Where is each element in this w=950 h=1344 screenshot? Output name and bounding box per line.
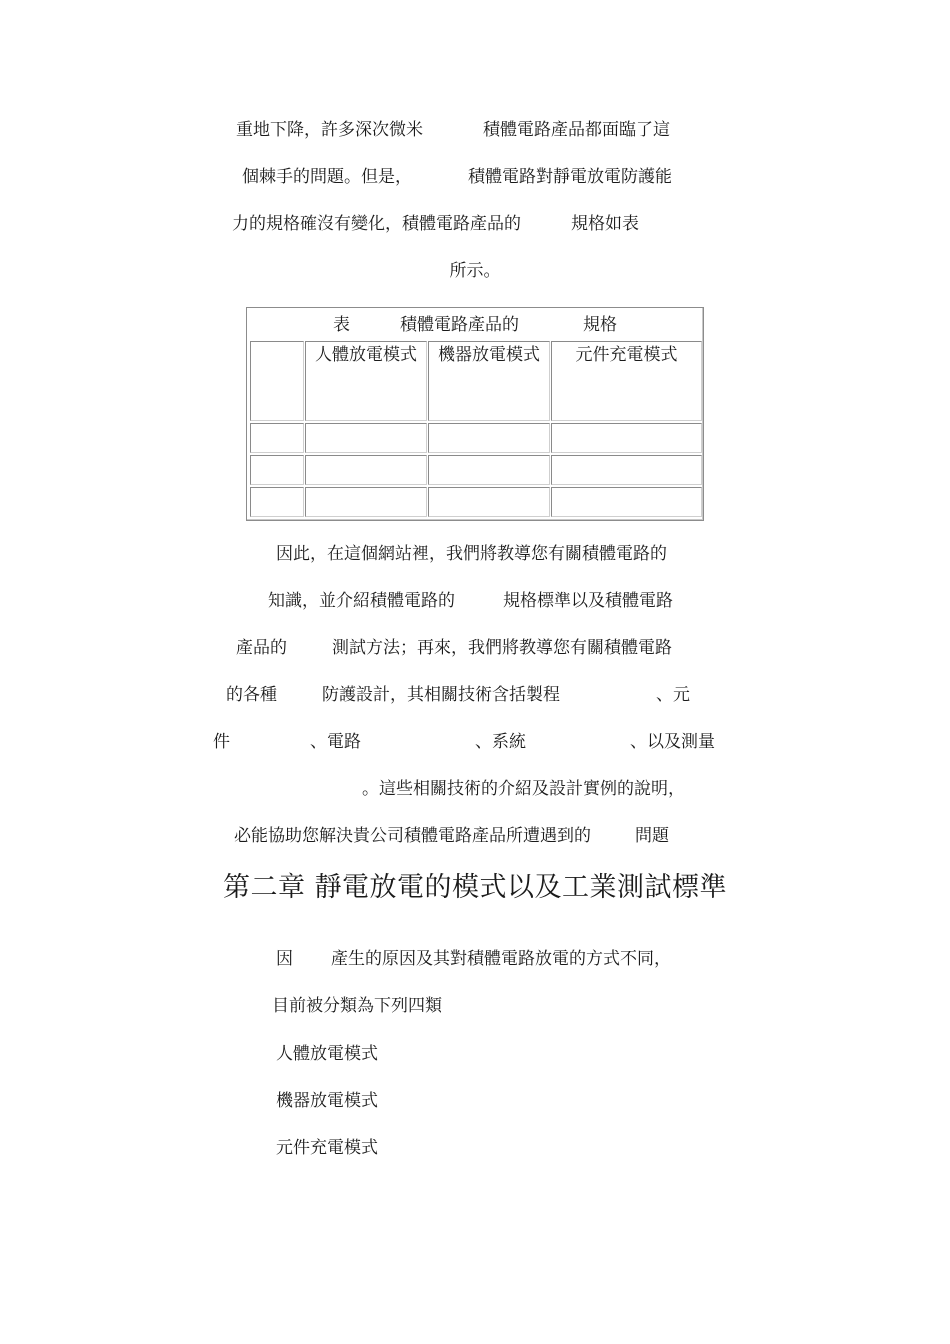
text-fragment: 因 bbox=[276, 949, 293, 969]
text-fragment: 積體電路對靜電放電防護能 bbox=[468, 167, 672, 187]
text-fragment: 、系統 bbox=[475, 732, 526, 752]
table-cell bbox=[250, 455, 304, 485]
table-cell bbox=[551, 455, 702, 485]
table-header-hbm: 人體放電模式 bbox=[305, 341, 427, 421]
text-fragment: 規格標準以及積體電路 bbox=[503, 591, 673, 611]
table-cell bbox=[551, 487, 702, 517]
list-item: 機器放電模式 bbox=[276, 1091, 378, 1111]
body-line-1: 因此，在這個網站裡，我們將教導您有關積體電路的 bbox=[276, 544, 667, 564]
chapter-line-1 bbox=[276, 948, 671, 970]
table-cell bbox=[428, 455, 550, 485]
table-cell bbox=[428, 423, 550, 453]
caption-spec-label: 規格 bbox=[583, 315, 617, 335]
text-fragment: 重地下降，許多深次微米 bbox=[236, 120, 423, 140]
intro-line-2 bbox=[242, 166, 672, 188]
text-fragment: 的各種 bbox=[226, 685, 277, 705]
text-fragment: 問題 bbox=[635, 826, 669, 846]
text-fragment: 個棘手的問題。但是， bbox=[242, 167, 412, 187]
text-fragment: 、以及測量 bbox=[630, 732, 715, 752]
text-fragment: 必能協助您解決貴公司積體電路產品所遭遇到的 bbox=[234, 826, 591, 846]
table-cell bbox=[428, 487, 550, 517]
list-item: 人體放電模式 bbox=[276, 1044, 378, 1064]
text-fragment: 積體電路產品都面臨了這 bbox=[483, 120, 670, 140]
text-fragment: 、電路 bbox=[310, 732, 361, 752]
text-fragment: 產生的原因及其對積體電路放電的方式不同， bbox=[331, 949, 671, 969]
table-cell bbox=[250, 423, 304, 453]
table-header-empty bbox=[250, 341, 304, 421]
table-header-mm: 機器放電模式 bbox=[428, 341, 550, 421]
chapter-line-2: 目前被分類為下列四類 bbox=[272, 996, 442, 1016]
intro-line-4: 所示。 bbox=[449, 261, 501, 281]
table-header-cdm: 元件充電模式 bbox=[551, 341, 702, 421]
body-line-3 bbox=[236, 637, 672, 659]
body-line-6: 。這些相關技術的介紹及設計實例的說明， bbox=[362, 779, 685, 799]
body-line-2 bbox=[268, 590, 673, 612]
text-fragment: 防護設計，其相關技術含括製程 bbox=[322, 685, 560, 705]
table-cell bbox=[305, 455, 427, 485]
intro-line-1 bbox=[236, 119, 670, 141]
text-fragment: 件 bbox=[213, 732, 230, 752]
body-line-7 bbox=[234, 825, 669, 847]
text-fragment: 規格如表 bbox=[571, 214, 639, 234]
intro-line-3 bbox=[232, 213, 639, 235]
caption-table-label: 表 bbox=[333, 315, 350, 335]
text-fragment: 產品的 bbox=[236, 638, 287, 658]
list-item: 元件充電模式 bbox=[276, 1138, 378, 1158]
body-line-4 bbox=[226, 684, 690, 706]
body-line-5 bbox=[213, 731, 715, 753]
text-fragment: 知識，並介紹積體電路的 bbox=[268, 591, 455, 611]
text-fragment: 、元 bbox=[656, 685, 690, 705]
chapter-heading: 第二章 靜電放電的模式以及工業測試標準 bbox=[222, 872, 728, 903]
table-cell bbox=[551, 423, 702, 453]
text-fragment: 力的規格確沒有變化，積體電路產品的 bbox=[232, 214, 521, 234]
table-cell bbox=[305, 423, 427, 453]
esd-spec-table bbox=[246, 307, 704, 521]
table-cell bbox=[250, 487, 304, 517]
text-fragment: 測試方法；再來，我們將教導您有關積體電路 bbox=[332, 638, 672, 658]
caption-table-title: 積體電路產品的 bbox=[400, 315, 519, 335]
table-cell bbox=[305, 487, 427, 517]
